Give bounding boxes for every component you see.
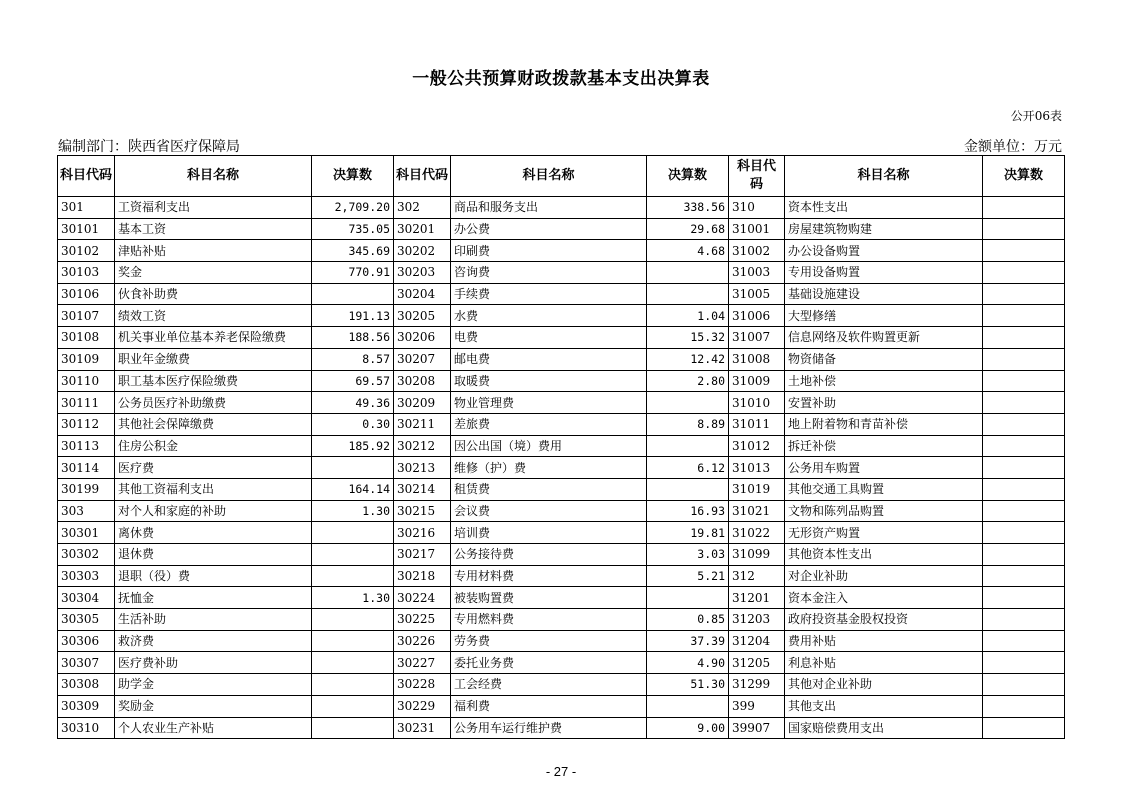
cell-name-1: 其他社会保障缴费 [115, 413, 312, 435]
cell-amount-1 [312, 457, 394, 479]
cell-code-1: 30303 [58, 565, 115, 587]
cell-name-2: 劳务费 [451, 630, 647, 652]
cell-amount-3 [983, 717, 1065, 739]
cell-amount-3 [983, 609, 1065, 631]
cell-code-3: 31001 [729, 218, 785, 240]
cell-name-3: 物资储备 [785, 348, 983, 370]
cell-amount-3 [983, 674, 1065, 696]
cell-code-3: 31203 [729, 609, 785, 631]
cell-amount-2: 8.89 [647, 413, 729, 435]
cell-amount-2: 16.93 [647, 500, 729, 522]
cell-amount-3 [983, 240, 1065, 262]
cell-amount-2: 2.80 [647, 370, 729, 392]
cell-name-3: 其他交通工具购置 [785, 478, 983, 500]
cell-name-1: 住房公积金 [115, 435, 312, 457]
cell-name-1: 基本工资 [115, 218, 312, 240]
table-row [58, 262, 1065, 284]
cell-name-3: 土地补偿 [785, 370, 983, 392]
cell-code-2: 30217 [394, 544, 451, 566]
cell-code-1: 30310 [58, 717, 115, 739]
cell-amount-3 [983, 327, 1065, 349]
cell-code-3: 31099 [729, 544, 785, 566]
cell-amount-3 [983, 392, 1065, 414]
cell-name-2: 办公费 [451, 218, 647, 240]
cell-code-3: 31013 [729, 457, 785, 479]
cell-amount-1 [312, 609, 394, 631]
cell-code-2: 30227 [394, 652, 451, 674]
cell-name-2: 咨询费 [451, 262, 647, 284]
cell-code-1: 30109 [58, 348, 115, 370]
cell-code-2: 30216 [394, 522, 451, 544]
table-body [58, 197, 1065, 739]
cell-name-2: 培训费 [451, 522, 647, 544]
cell-amount-2: 3.03 [647, 544, 729, 566]
cell-amount-3 [983, 283, 1065, 305]
cell-amount-1: 8.57 [312, 348, 394, 370]
cell-name-1: 对个人和家庭的补助 [115, 500, 312, 522]
cell-amount-3 [983, 478, 1065, 500]
cell-code-2: 30213 [394, 457, 451, 479]
cell-amount-2 [647, 695, 729, 717]
cell-name-3: 文物和陈列品购置 [785, 500, 983, 522]
cell-code-1: 30113 [58, 435, 115, 457]
cell-code-3: 31019 [729, 478, 785, 500]
cell-code-2: 30215 [394, 500, 451, 522]
cell-code-2: 30209 [394, 392, 451, 414]
cell-name-2: 商品和服务支出 [451, 197, 647, 219]
unit-label: 金额单位：万元 [964, 139, 1062, 155]
cell-name-2: 邮电费 [451, 348, 647, 370]
cell-code-2: 30211 [394, 413, 451, 435]
cell-code-1: 303 [58, 500, 115, 522]
cell-name-2: 维修（护）费 [451, 457, 647, 479]
table-row [58, 565, 1065, 587]
cell-name-2: 租赁费 [451, 478, 647, 500]
cell-name-3: 地上附着物和青苗补偿 [785, 413, 983, 435]
cell-amount-1: 1.30 [312, 500, 394, 522]
cell-name-1: 抚恤金 [115, 587, 312, 609]
cell-code-1: 30111 [58, 392, 115, 414]
table-header-row [58, 156, 1065, 197]
cell-code-3: 31204 [729, 630, 785, 652]
cell-name-1: 公务员医疗补助缴费 [115, 392, 312, 414]
cell-name-3: 利息补贴 [785, 652, 983, 674]
cell-amount-2: 6.12 [647, 457, 729, 479]
cell-code-3: 31008 [729, 348, 785, 370]
cell-code-1: 30110 [58, 370, 115, 392]
cell-amount-1: 164.14 [312, 478, 394, 500]
page-number: - 27 - [545, 764, 577, 779]
cell-code-2: 30228 [394, 674, 451, 696]
table-row [58, 435, 1065, 457]
cell-amount-1 [312, 630, 394, 652]
form-code: 公开06表 [1010, 109, 1062, 123]
cell-name-2: 物业管理费 [451, 392, 647, 414]
table-row [58, 695, 1065, 717]
cell-code-2: 30225 [394, 609, 451, 631]
header-amount-2: 决算数 [647, 156, 729, 197]
cell-name-1: 职工基本医疗保险缴费 [115, 370, 312, 392]
cell-code-3: 310 [729, 197, 785, 219]
cell-code-2: 30205 [394, 305, 451, 327]
cell-name-3: 资本性支出 [785, 197, 983, 219]
cell-amount-1 [312, 674, 394, 696]
cell-amount-1 [312, 565, 394, 587]
cell-code-1: 301 [58, 197, 115, 219]
table-row [58, 500, 1065, 522]
cell-name-3: 房屋建筑物购建 [785, 218, 983, 240]
cell-name-2: 因公出国（境）费用 [451, 435, 647, 457]
table-row [58, 305, 1065, 327]
cell-amount-3 [983, 587, 1065, 609]
cell-name-1: 医疗费补助 [115, 652, 312, 674]
cell-code-2: 30212 [394, 435, 451, 457]
cell-amount-2: 37.39 [647, 630, 729, 652]
cell-name-2: 专用燃料费 [451, 609, 647, 631]
cell-code-3: 31205 [729, 652, 785, 674]
cell-name-1: 伙食补助费 [115, 283, 312, 305]
table-row [58, 348, 1065, 370]
cell-amount-2 [647, 283, 729, 305]
cell-code-1: 30199 [58, 478, 115, 500]
cell-code-1: 30301 [58, 522, 115, 544]
cell-name-2: 差旅费 [451, 413, 647, 435]
cell-amount-1 [312, 283, 394, 305]
cell-amount-3 [983, 544, 1065, 566]
cell-code-1: 30309 [58, 695, 115, 717]
cell-name-1: 奖励金 [115, 695, 312, 717]
cell-name-2: 公务接待费 [451, 544, 647, 566]
table-row [58, 197, 1065, 219]
cell-code-2: 30203 [394, 262, 451, 284]
cell-name-2: 水费 [451, 305, 647, 327]
cell-amount-3 [983, 500, 1065, 522]
cell-name-2: 手续费 [451, 283, 647, 305]
cell-name-1: 退休费 [115, 544, 312, 566]
cell-amount-2: 338.56 [647, 197, 729, 219]
cell-amount-2 [647, 478, 729, 500]
cell-amount-2: 4.68 [647, 240, 729, 262]
cell-code-3: 31002 [729, 240, 785, 262]
cell-amount-3 [983, 413, 1065, 435]
cell-code-2: 30229 [394, 695, 451, 717]
cell-amount-3 [983, 630, 1065, 652]
cell-code-1: 30114 [58, 457, 115, 479]
table-row [58, 630, 1065, 652]
cell-amount-2: 12.42 [647, 348, 729, 370]
cell-name-3: 办公设备购置 [785, 240, 983, 262]
table-row [58, 717, 1065, 739]
cell-amount-2: 19.81 [647, 522, 729, 544]
cell-code-3: 31012 [729, 435, 785, 457]
cell-name-3: 费用补贴 [785, 630, 983, 652]
cell-amount-2: 29.68 [647, 218, 729, 240]
cell-amount-3 [983, 652, 1065, 674]
cell-name-2: 专用材料费 [451, 565, 647, 587]
cell-name-1: 医疗费 [115, 457, 312, 479]
cell-name-1: 助学金 [115, 674, 312, 696]
cell-name-3: 其他对企业补助 [785, 674, 983, 696]
cell-code-2: 30202 [394, 240, 451, 262]
cell-code-2: 30218 [394, 565, 451, 587]
cell-name-1: 救济费 [115, 630, 312, 652]
header-name-2: 科目名称 [451, 156, 647, 197]
cell-amount-1: 2,709.20 [312, 197, 394, 219]
cell-code-2: 30204 [394, 283, 451, 305]
cell-amount-1: 1.30 [312, 587, 394, 609]
cell-name-1: 个人农业生产补贴 [115, 717, 312, 739]
cell-amount-3 [983, 457, 1065, 479]
table-row [58, 478, 1065, 500]
cell-code-2: 30207 [394, 348, 451, 370]
table-row [58, 609, 1065, 631]
cell-name-3: 专用设备购置 [785, 262, 983, 284]
cell-name-2: 印刷费 [451, 240, 647, 262]
cell-code-1: 30102 [58, 240, 115, 262]
cell-name-2: 委托业务费 [451, 652, 647, 674]
cell-name-3: 资本金注入 [785, 587, 983, 609]
cell-code-1: 30112 [58, 413, 115, 435]
cell-code-1: 30302 [58, 544, 115, 566]
cell-name-2: 福利费 [451, 695, 647, 717]
table-row [58, 392, 1065, 414]
cell-amount-1: 185.92 [312, 435, 394, 457]
cell-amount-2 [647, 262, 729, 284]
cell-code-3: 31009 [729, 370, 785, 392]
cell-amount-3 [983, 262, 1065, 284]
cell-code-1: 30308 [58, 674, 115, 696]
cell-code-1: 30103 [58, 262, 115, 284]
cell-name-1: 绩效工资 [115, 305, 312, 327]
cell-name-1: 津贴补贴 [115, 240, 312, 262]
cell-amount-3 [983, 370, 1065, 392]
cell-name-2: 工会经费 [451, 674, 647, 696]
cell-code-3: 31007 [729, 327, 785, 349]
cell-amount-2 [647, 435, 729, 457]
cell-amount-2: 1.04 [647, 305, 729, 327]
table-row [58, 544, 1065, 566]
cell-amount-3 [983, 218, 1065, 240]
cell-amount-1: 69.57 [312, 370, 394, 392]
cell-code-2: 30224 [394, 587, 451, 609]
department-label: 编制部门：陕西省医疗保障局 [58, 139, 240, 155]
cell-name-2: 被装购置费 [451, 587, 647, 609]
cell-name-2: 会议费 [451, 500, 647, 522]
table-row [58, 218, 1065, 240]
table-row [58, 413, 1065, 435]
cell-code-1: 30108 [58, 327, 115, 349]
cell-name-1: 离休费 [115, 522, 312, 544]
cell-name-2: 公务用车运行维护费 [451, 717, 647, 739]
cell-name-1: 工资福利支出 [115, 197, 312, 219]
cell-name-3: 公务用车购置 [785, 457, 983, 479]
cell-amount-2: 15.32 [647, 327, 729, 349]
cell-amount-2: 4.90 [647, 652, 729, 674]
cell-amount-1 [312, 544, 394, 566]
cell-code-3: 312 [729, 565, 785, 587]
cell-code-1: 30101 [58, 218, 115, 240]
cell-name-1: 机关事业单位基本养老保险缴费 [115, 327, 312, 349]
table-row [58, 240, 1065, 262]
cell-code-1: 30304 [58, 587, 115, 609]
cell-amount-1: 770.91 [312, 262, 394, 284]
cell-code-3: 31299 [729, 674, 785, 696]
header-amount-1: 决算数 [312, 156, 394, 197]
cell-code-3: 31010 [729, 392, 785, 414]
cell-code-3: 39907 [729, 717, 785, 739]
cell-code-3: 399 [729, 695, 785, 717]
table-row [58, 652, 1065, 674]
expenditure-table [57, 155, 1065, 739]
table-row [58, 674, 1065, 696]
cell-code-2: 302 [394, 197, 451, 219]
cell-name-1: 生活补助 [115, 609, 312, 631]
cell-amount-1: 735.05 [312, 218, 394, 240]
cell-name-1: 职业年金缴费 [115, 348, 312, 370]
cell-name-1: 奖金 [115, 262, 312, 284]
cell-code-3: 31005 [729, 283, 785, 305]
cell-amount-3 [983, 305, 1065, 327]
cell-code-3: 31006 [729, 305, 785, 327]
cell-code-2: 30214 [394, 478, 451, 500]
cell-amount-1: 188.56 [312, 327, 394, 349]
cell-amount-1 [312, 522, 394, 544]
cell-amount-3 [983, 197, 1065, 219]
cell-name-3: 其他资本性支出 [785, 544, 983, 566]
cell-amount-2 [647, 587, 729, 609]
cell-name-3: 政府投资基金股权投资 [785, 609, 983, 631]
cell-code-2: 30226 [394, 630, 451, 652]
cell-amount-3 [983, 695, 1065, 717]
cell-code-1: 30306 [58, 630, 115, 652]
header-code-1: 科目代码 [58, 156, 115, 197]
cell-code-3: 31022 [729, 522, 785, 544]
cell-code-1: 30307 [58, 652, 115, 674]
cell-name-3: 安置补助 [785, 392, 983, 414]
cell-code-3: 31011 [729, 413, 785, 435]
table-row [58, 283, 1065, 305]
cell-amount-1 [312, 652, 394, 674]
cell-code-3: 31201 [729, 587, 785, 609]
cell-amount-1: 345.69 [312, 240, 394, 262]
cell-code-1: 30305 [58, 609, 115, 631]
cell-code-3: 31021 [729, 500, 785, 522]
cell-name-2: 取暖费 [451, 370, 647, 392]
cell-name-3: 对企业补助 [785, 565, 983, 587]
header-name-3: 科目名称 [785, 156, 983, 197]
cell-amount-2: 5.21 [647, 565, 729, 587]
table-row [58, 457, 1065, 479]
cell-name-3: 无形资产购置 [785, 522, 983, 544]
table-row [58, 327, 1065, 349]
cell-name-3: 其他支出 [785, 695, 983, 717]
cell-name-1: 其他工资福利支出 [115, 478, 312, 500]
cell-name-2: 电费 [451, 327, 647, 349]
table-row [58, 522, 1065, 544]
cell-code-1: 30107 [58, 305, 115, 327]
cell-amount-1: 191.13 [312, 305, 394, 327]
cell-code-3: 31003 [729, 262, 785, 284]
cell-name-3: 大型修缮 [785, 305, 983, 327]
cell-amount-3 [983, 565, 1065, 587]
cell-name-3: 基础设施建设 [785, 283, 983, 305]
cell-name-3: 国家赔偿费用支出 [785, 717, 983, 739]
cell-name-3: 信息网络及软件购置更新 [785, 327, 983, 349]
cell-code-2: 30231 [394, 717, 451, 739]
cell-amount-1: 0.30 [312, 413, 394, 435]
cell-amount-3 [983, 522, 1065, 544]
table-row [58, 587, 1065, 609]
cell-code-1: 30106 [58, 283, 115, 305]
cell-amount-2: 0.85 [647, 609, 729, 631]
header-amount-3: 决算数 [983, 156, 1065, 197]
cell-amount-2 [647, 392, 729, 414]
cell-amount-3 [983, 435, 1065, 457]
cell-amount-1 [312, 717, 394, 739]
cell-name-1: 退职（役）费 [115, 565, 312, 587]
cell-code-2: 30201 [394, 218, 451, 240]
cell-amount-2: 9.00 [647, 717, 729, 739]
page-title: 一般公共预算财政拨款基本支出决算表 [412, 69, 710, 89]
cell-name-3: 拆迁补偿 [785, 435, 983, 457]
cell-code-2: 30208 [394, 370, 451, 392]
header-code-2: 科目代码 [394, 156, 451, 197]
cell-amount-3 [983, 348, 1065, 370]
header-name-1: 科目名称 [115, 156, 312, 197]
header-code-3: 科目代码 [729, 156, 785, 197]
cell-code-2: 30206 [394, 327, 451, 349]
cell-amount-1 [312, 695, 394, 717]
cell-amount-2: 51.30 [647, 674, 729, 696]
table-row [58, 370, 1065, 392]
cell-amount-1: 49.36 [312, 392, 394, 414]
